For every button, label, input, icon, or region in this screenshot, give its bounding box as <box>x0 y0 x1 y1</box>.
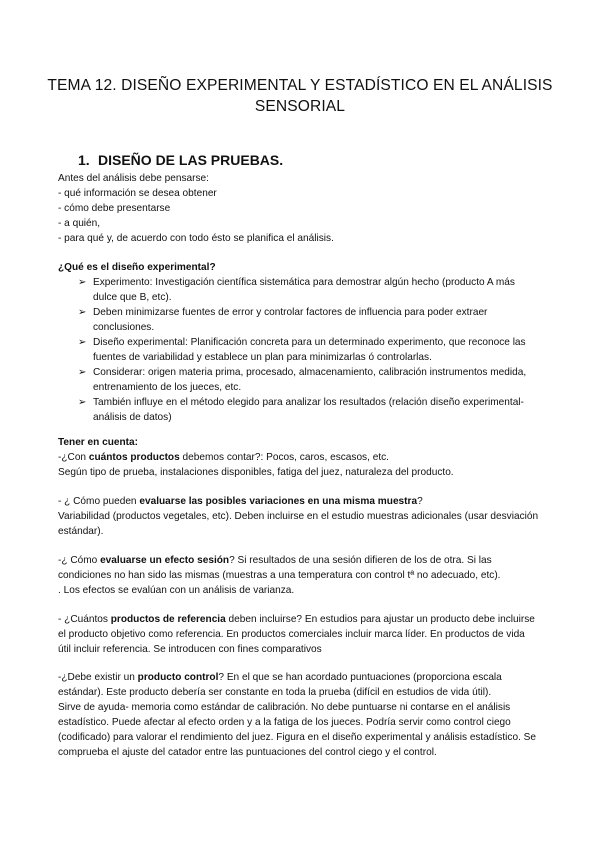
bullet-item <box>78 365 578 395</box>
paragraph-line: (codificado) para valorar el rendimiento del juez. Figura en el diseño experimental y análisis estadístico. Se <box>58 732 537 743</box>
arrow-bullet-icon: ➢ <box>78 367 87 378</box>
intro-line: - para qué y, de acuerdo con todo ésto se planifica el análisis. <box>58 233 334 244</box>
arrow-bullet-icon: ➢ <box>78 307 87 318</box>
tener-heading: Tener en cuenta: <box>58 437 139 448</box>
bold-text: producto control <box>137 672 219 683</box>
section-title: DISEÑO DE LAS PRUEBAS. <box>98 152 284 168</box>
paragraph-line: Sirve de ayuda- memoria como estándar de calibración. No debe puntuarse ni contarse en el análisis <box>58 702 511 713</box>
intro-line: - cómo debe presentarse <box>58 203 171 214</box>
intro-paragraph <box>58 171 578 246</box>
paragraph-line: útil incluir referencia. Se introducen con fines comparativos <box>58 644 322 655</box>
paragraph-variaciones <box>58 494 578 539</box>
bullet-line: análisis de datos) <box>93 412 172 423</box>
title-line-2: SENSORIAL <box>254 98 346 115</box>
paragraph-line: estándar). Este producto debería ser constante en toda la prueba (difícil en estudios de vida útil). <box>58 687 492 698</box>
text: ? <box>417 496 423 507</box>
paragraph-line: Variabilidad (productos vegetales, etc). Deben incluirse en el estudio muestras adicionales (usar desviación <box>58 511 539 522</box>
bullet-line: Deben minimizarse fuentes de error y controlar factores de influencia para poder extraer <box>93 307 488 318</box>
intro-line: - qué información se desea obtener <box>58 188 217 199</box>
paragraph-line: Según tipo de prueba, instalaciones disponibles, fatiga del juez, naturaleza del producto. <box>58 467 454 478</box>
bullet-line: También influye en el método elegido para analizar los resultados (relación diseño experimental- <box>93 397 524 408</box>
bold-text: evaluarse un efecto sesión <box>100 555 230 566</box>
bullet-item <box>78 335 578 365</box>
text: -¿Con <box>58 452 89 463</box>
text: debemos contar?: Pocos, caros, escasos, etc. <box>179 452 389 463</box>
paragraph-line: comprueba el ajuste del catador entre las puntuaciones del control ciego y el control. <box>58 747 437 758</box>
bold-text: cuántos productos <box>88 452 180 463</box>
section-number: 1. <box>78 152 90 168</box>
text: ? En el que se han acordado puntuaciones (proporciona escala <box>218 672 502 683</box>
bullet-line: fuentes de variabilidad y establece un plan para minimizarlas ó controlarlas. <box>93 352 432 363</box>
arrow-bullet-icon: ➢ <box>78 397 87 408</box>
bold-text: productos de referencia <box>110 614 226 625</box>
bullet-line: Considerar: origen materia prima, procesado, almacenamiento, calibración instrumentos medida, <box>93 367 527 378</box>
paragraph-efecto-sesion <box>58 553 578 598</box>
paragraph-cuantos-productos <box>58 450 578 480</box>
intro-line: Antes del análisis debe pensarse: <box>58 173 209 184</box>
arrow-bullet-icon: ➢ <box>78 337 87 348</box>
bullet-line: conclusiones. <box>93 322 155 333</box>
bullet-list <box>78 275 578 425</box>
bullet-item <box>78 395 578 425</box>
text: -¿ Cómo <box>58 555 101 566</box>
bold-text: evaluarse las posibles variaciones en una misma muestra <box>139 496 418 507</box>
text: -¿Debe existir un <box>58 672 138 683</box>
bullet-line: Diseño experimental: Planificación concreta para un determinado experimento, que reconoce las <box>93 337 526 348</box>
paragraph-line: estándar). <box>58 526 104 537</box>
paragraph-line: el producto objetivo como referencia. En productos comerciales incluir marca líder. En productos de vida <box>58 629 525 640</box>
text: deben incluirse? En estudios para ajustar un producto debe incluirse <box>225 614 535 625</box>
intro-line: - a quién, <box>58 218 101 229</box>
title-line-1: TEMA 12. DISEÑO EXPERIMENTAL Y ESTADÍSTICO EN EL ANÁLISIS <box>47 77 553 94</box>
paragraph-productos-referencia <box>58 612 578 657</box>
paragraph-line: . Los efectos se evalúan con un análisis de varianza. <box>58 585 295 596</box>
section-heading <box>78 152 283 168</box>
text: ? Si resultados de una sesión difieren de los de otra. Si las <box>229 555 492 566</box>
paragraph-line: condiciones no han sido las mismas (muestras a una temperatura con control tª no adecuado, etc). <box>58 570 501 581</box>
text: - ¿Cuántos <box>58 614 111 625</box>
paragraph-producto-control <box>58 670 578 760</box>
document-title <box>20 75 580 117</box>
bullet-line: dulce que B, etc). <box>93 292 172 303</box>
arrow-bullet-icon: ➢ <box>78 277 87 288</box>
question-heading: ¿Qué es el diseño experimental? <box>58 262 216 273</box>
bullet-line: Experimento: Investigación científica sistemática para demostrar algún hecho (producto A más <box>93 277 515 288</box>
bullet-item <box>78 275 578 305</box>
bullet-line: entrenamiento de los jueces, etc. <box>93 382 242 393</box>
bullet-item <box>78 305 578 335</box>
paragraph-line: estadístico. Puede afectar al efecto orden y a la fatiga de los jueces. Podría servir como control ciego <box>58 717 511 728</box>
text: - ¿ Cómo pueden <box>58 496 140 507</box>
